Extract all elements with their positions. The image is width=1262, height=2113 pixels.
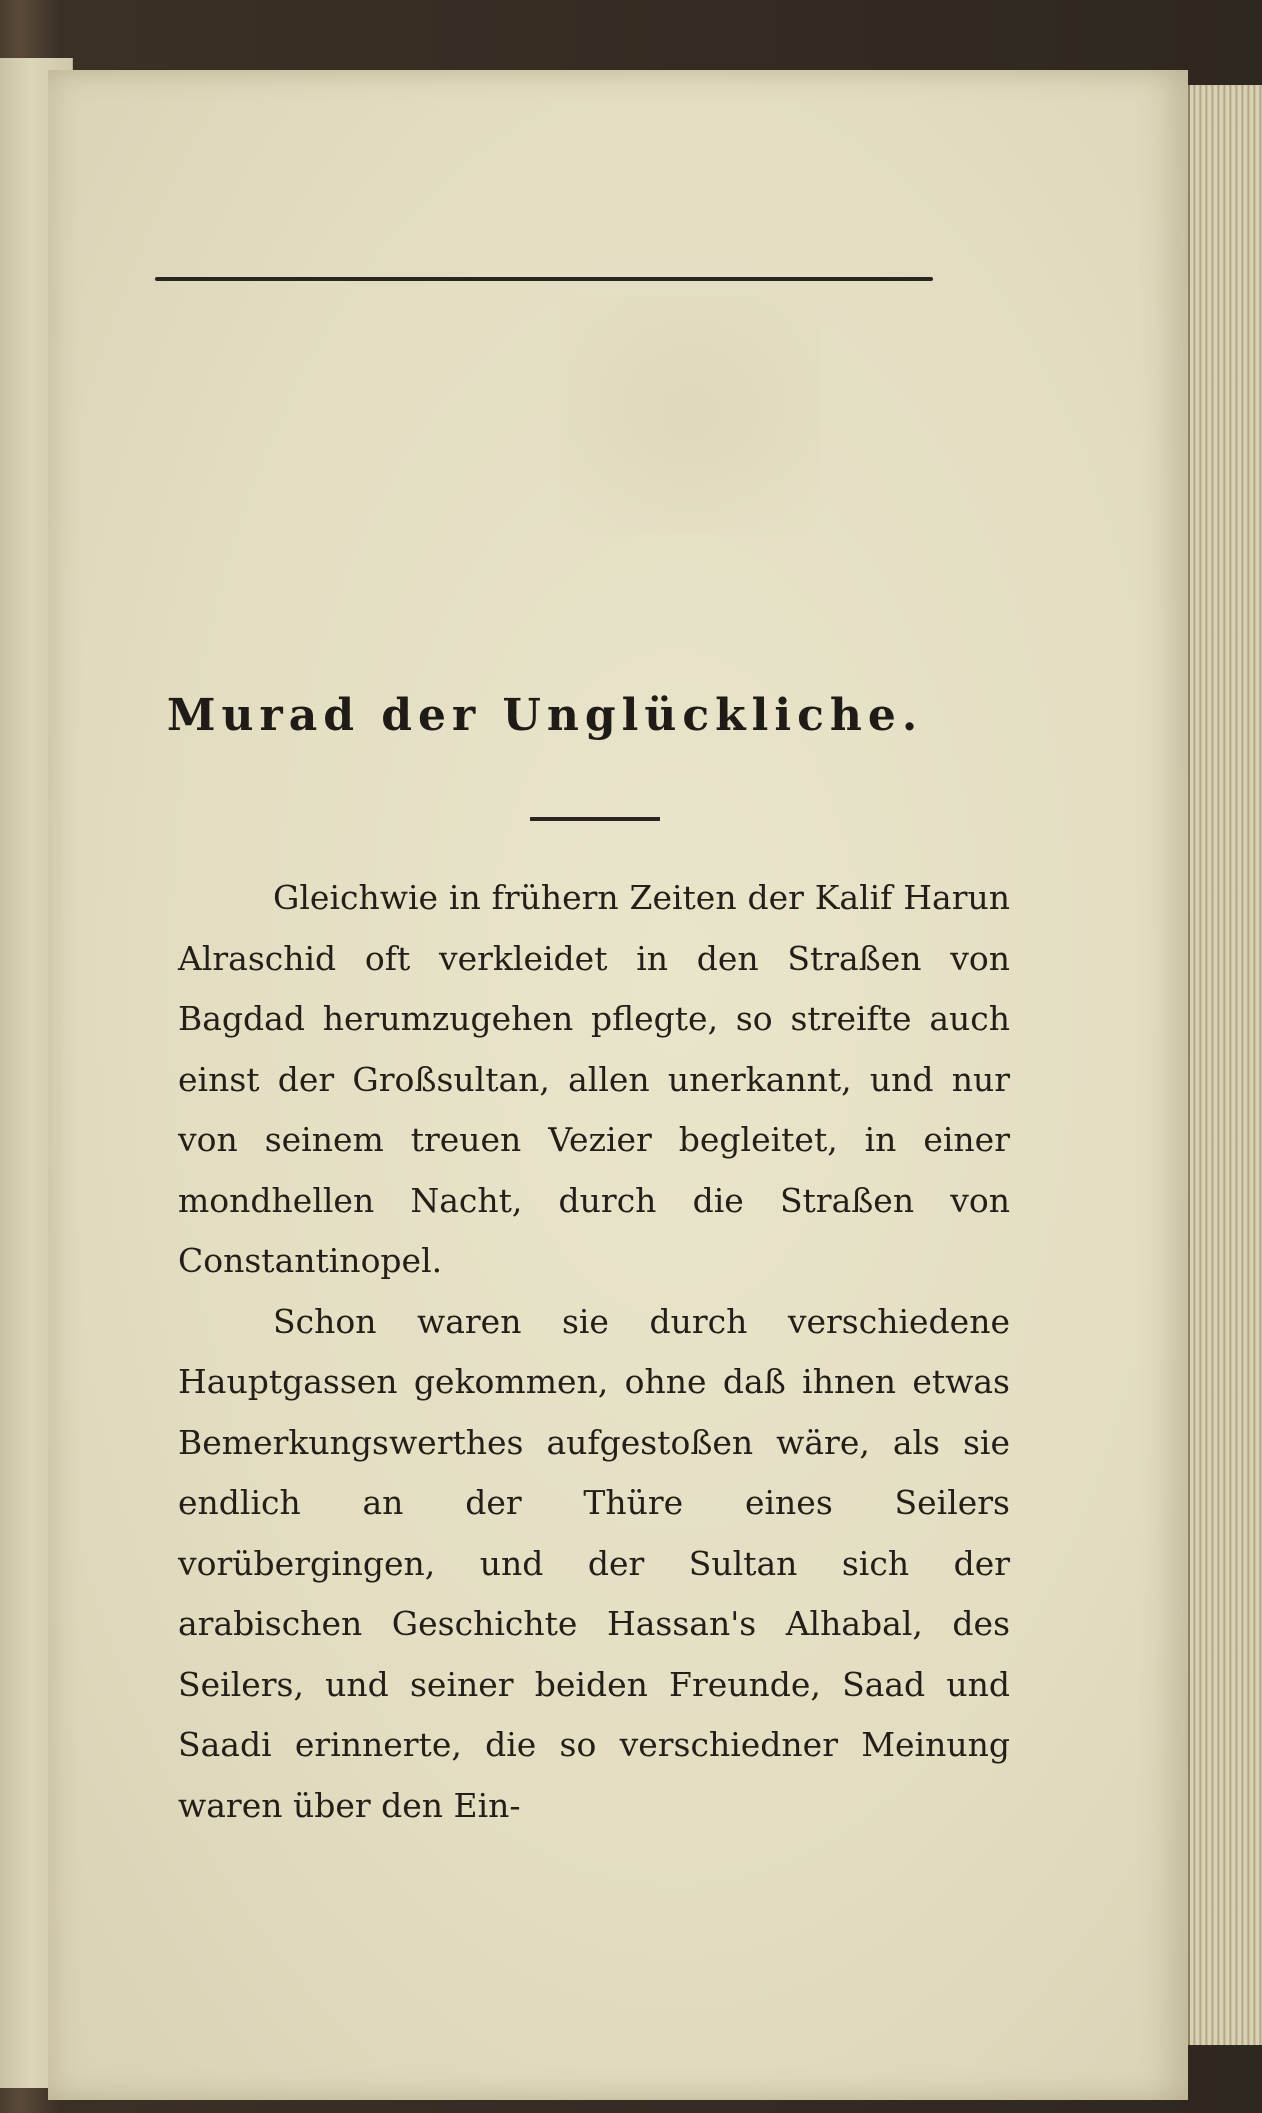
top-rule [155, 277, 933, 281]
body-text [178, 868, 1010, 1836]
page-stack-edge [1188, 85, 1262, 2045]
paragraph-1: Gleichwie in frühern Zeiten der Kalif Harun Alraschid oft verkleidet in den Straßen von Bagdad herumzugehen pflegte, so streifte auch einst der Großsultan, allen unerkannt, und nur von seinem treuen Vezier begleitet, in einer mondhellen Nacht, durch die Straßen von Constantinopel. [178, 878, 1010, 1280]
chapter-title: Murad der Unglückliche. [166, 690, 924, 741]
paragraph-2: Schon waren sie durch verschiedene Hauptgassen gekommen, ohne daß ihnen etwas Bemerkungswerthes aufgestoßen wäre, als sie endlich an der Thüre eines Seilers vorübergingen, und der Sultan sich der arabischen Geschichte Hassan's Alhabal, des Seilers, und seiner beiden Freunde, Saad und Saadi erinnerte, die so verschiedner Meinung waren über den Ein- [178, 1301, 1010, 1825]
title-rule [530, 817, 660, 821]
